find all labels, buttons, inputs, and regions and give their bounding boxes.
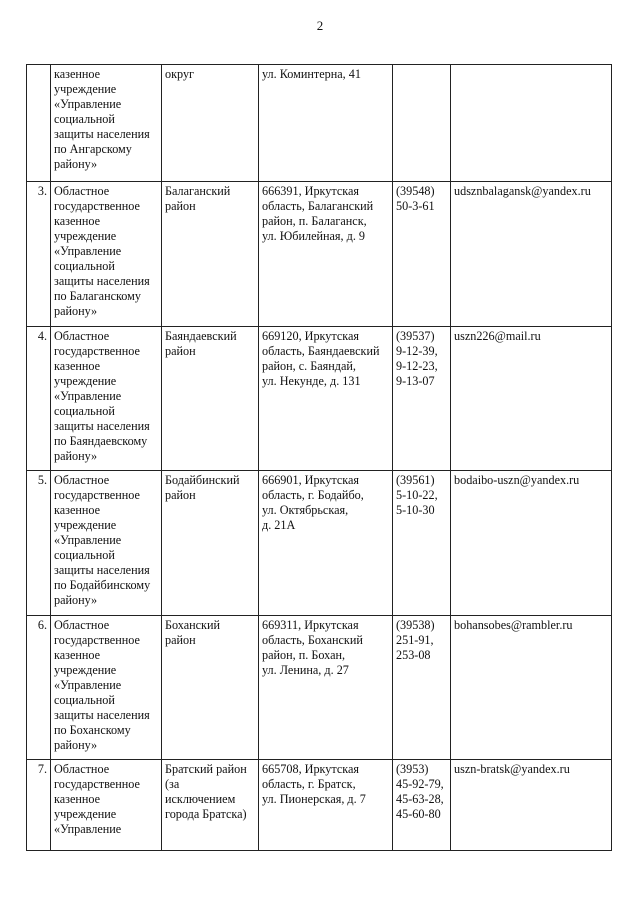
email: uszn226@mail.ru [451, 327, 612, 471]
district: Братский район (за исключением города Братска) [162, 760, 259, 851]
row-number: 5. [27, 471, 51, 616]
address: 666391, Иркутская область, Балаганский район, п. Балаганск, ул. Юбилейная, д. 9 [259, 182, 393, 327]
institutions-table [26, 64, 612, 851]
table-row [27, 327, 612, 471]
institution-name: Областное государственное казенное учреждение «Управление [51, 760, 162, 851]
district: Боханский район [162, 616, 259, 760]
phone: (39538) 251-91, 253-08 [393, 616, 451, 760]
row-number [27, 65, 51, 182]
district: округ [162, 65, 259, 182]
phone [393, 65, 451, 182]
email: uszn-bratsk@yandex.ru [451, 760, 612, 851]
email: udsznbalagansk@yandex.ru [451, 182, 612, 327]
address: 665708, Иркутская область, г. Братск, ул. Пионерская, д. 7 [259, 760, 393, 851]
institution-name: Областное государственное казенное учреждение «Управление социальной защиты населения по Балаганскому району» [51, 182, 162, 327]
address: 669311, Иркутская область, Боханский район, п. Бохан, ул. Ленина, д. 27 [259, 616, 393, 760]
institution-name: Областное государственное казенное учреждение «Управление социальной защиты населения по Боханскому району» [51, 616, 162, 760]
row-number: 3. [27, 182, 51, 327]
district: Балаганский район [162, 182, 259, 327]
phone: (39537) 9-12-39, 9-12-23, 9-13-07 [393, 327, 451, 471]
phone: (3953) 45-92-79, 45-63-28, 45-60-80 [393, 760, 451, 851]
district: Баяндаевский район [162, 327, 259, 471]
row-number: 7. [27, 760, 51, 851]
table-row [27, 182, 612, 327]
district: Бодайбинский район [162, 471, 259, 616]
email [451, 65, 612, 182]
table-row [27, 760, 612, 851]
institution-name: казенное учреждение «Управление социальной защиты населения по Ангарскому району» [51, 65, 162, 182]
address: ул. Коминтерна, 41 [259, 65, 393, 182]
row-number: 4. [27, 327, 51, 471]
table-row [27, 65, 612, 182]
row-number: 6. [27, 616, 51, 760]
email: bohansobes@rambler.ru [451, 616, 612, 760]
institution-name: Областное государственное казенное учреждение «Управление социальной защиты населения по Бодайбинскому району» [51, 471, 162, 616]
email: bodaibo-uszn@yandex.ru [451, 471, 612, 616]
table-row [27, 471, 612, 616]
phone: (39561) 5-10-22, 5-10-30 [393, 471, 451, 616]
address: 669120, Иркутская область, Баяндаевский район, с. Баяндай, ул. Некунде, д. 131 [259, 327, 393, 471]
address: 666901, Иркутская область, г. Бодайбо, ул. Октябрьская, д. 21А [259, 471, 393, 616]
phone: (39548) 50-3-61 [393, 182, 451, 327]
institution-name: Областное государственное казенное учреждение «Управление социальной защиты населения по Баяндаевскому району» [51, 327, 162, 471]
table-row [27, 616, 612, 760]
page-number: 2 [316, 18, 324, 33]
